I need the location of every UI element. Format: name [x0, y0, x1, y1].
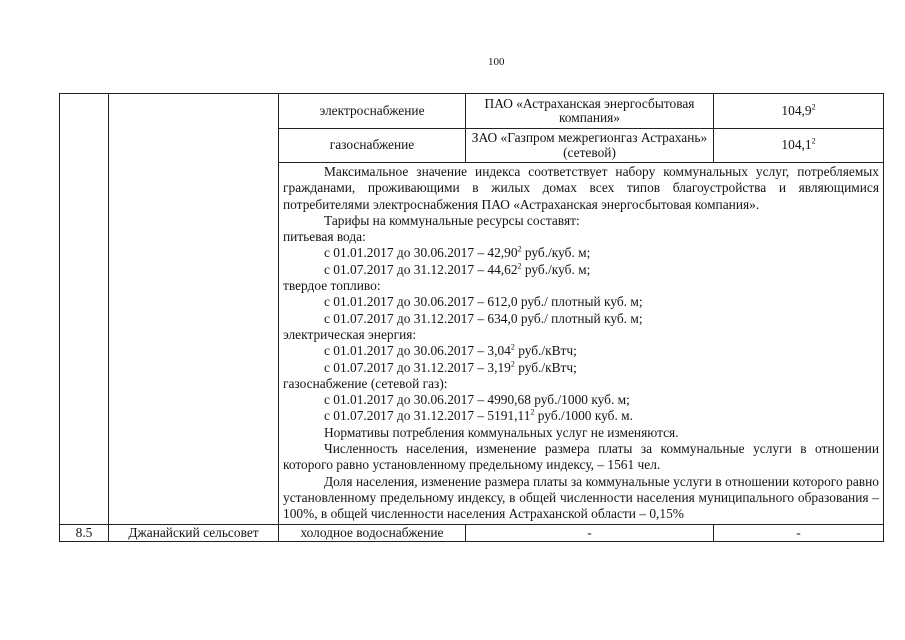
row-number: 8.5 [60, 524, 109, 541]
footnote-mark: 2 [811, 136, 816, 146]
electricity-tariff-h1 [283, 343, 879, 359]
resource-cell: холодное водоснабжение [279, 524, 466, 541]
electricity-tariff-h2 [283, 360, 879, 376]
population-paragraph: Численность населения, изменение размера платы за коммунальные услуги в отношении которого равно установленному предельному индексу, – 1561 чел. [283, 441, 879, 473]
tariff-unit: руб./куб. м; [521, 245, 591, 261]
footnote-mark: 2 [510, 342, 515, 352]
index-value: 104,9 [781, 102, 812, 118]
municipality-name: Джанайский сельсовет [109, 524, 279, 541]
index-cell [714, 129, 884, 163]
tariff-unit: руб./куб. м; [521, 261, 591, 277]
footnote-mark: 2 [517, 261, 522, 271]
table-row-electricity [60, 94, 884, 129]
table-row-8-5 [60, 524, 884, 541]
electricity-label: электрическая энергия: [283, 326, 417, 342]
tariff-text: с 01.07.2017 до 31.12.2017 – 44,62 [324, 261, 518, 277]
share-paragraph: Доля населения, изменение размера платы за коммунальные услуги в отношении которого равно установленному предельному индексу, в общей численности населения муниципального образования – 100%, в общей численности населения Астраханской области – 0,15% [283, 473, 879, 522]
index-value: 104,1 [781, 137, 812, 153]
index-cell: - [714, 524, 884, 541]
paragraph-max-index: Максимальное значение индекса соответствует набору коммунальных услуг, потребляемых гражданами, проживающими в жилых домах всех типов благоустройства и являющимися потребителями электроснабжения ПАО «Астраханская энергосбытовая компания». [283, 164, 879, 212]
footnote-mark: 2 [510, 359, 515, 369]
tariff-text: с 01.07.2017 до 31.12.2017 – 3,19 [324, 359, 511, 375]
resource-cell: газоснабжение [279, 129, 466, 163]
tariff-unit: руб./кВтч; [514, 343, 577, 359]
footnote-mark: 2 [811, 102, 816, 112]
tariff-text: с 01.07.2017 до 31.12.2017 – 5191,11 [324, 408, 531, 424]
supplier-cell: - [466, 524, 714, 541]
water-tariff-h1 [283, 245, 879, 261]
gas-tariff-h1: с 01.01.2017 до 30.06.2017 – 4990,68 руб./1000 куб. м; [324, 392, 630, 408]
tariffs-intro: Тарифы на коммунальные ресурсы составят: [324, 212, 580, 228]
tariff-text: с 01.01.2017 до 30.06.2017 – 42,90 [324, 245, 518, 261]
gas-label: газоснабжение (сетевой газ): [283, 375, 448, 391]
resource-cell: электроснабжение [279, 94, 466, 129]
tariff-table [59, 93, 884, 542]
tariff-unit: руб./1000 куб. м. [534, 408, 633, 424]
fuel-label: твердое топливо: [283, 278, 381, 294]
footnote-mark: 2 [517, 245, 522, 255]
gas-tariff-h2 [283, 408, 879, 424]
water-tariff-h2 [283, 262, 879, 278]
water-label: питьевая вода: [283, 229, 366, 245]
page-number: 100 [488, 56, 505, 68]
tariff-text: с 01.01.2017 до 30.06.2017 – 3,04 [324, 343, 511, 359]
description-cell [279, 163, 884, 525]
municipality-cell-empty [109, 94, 279, 525]
footnote-mark: 2 [530, 407, 535, 417]
tariff-unit: руб./кВтч; [514, 359, 577, 375]
norms-paragraph: Нормативы потребления коммунальных услуг не изменяются. [324, 424, 679, 440]
fuel-tariff-h1: с 01.01.2017 до 30.06.2017 – 612,0 руб./ плотный куб. м; [324, 294, 643, 310]
fuel-tariff-h2: с 01.07.2017 до 31.12.2017 – 634,0 руб./ плотный куб. м; [324, 310, 643, 326]
supplier-cell: ПАО «Астраханская энергосбытовая компания» [466, 94, 714, 129]
index-cell [714, 94, 884, 129]
number-cell-empty [60, 94, 109, 525]
supplier-cell: ЗАО «Газпром межрегионгаз Астрахань» (сетевой) [466, 129, 714, 163]
